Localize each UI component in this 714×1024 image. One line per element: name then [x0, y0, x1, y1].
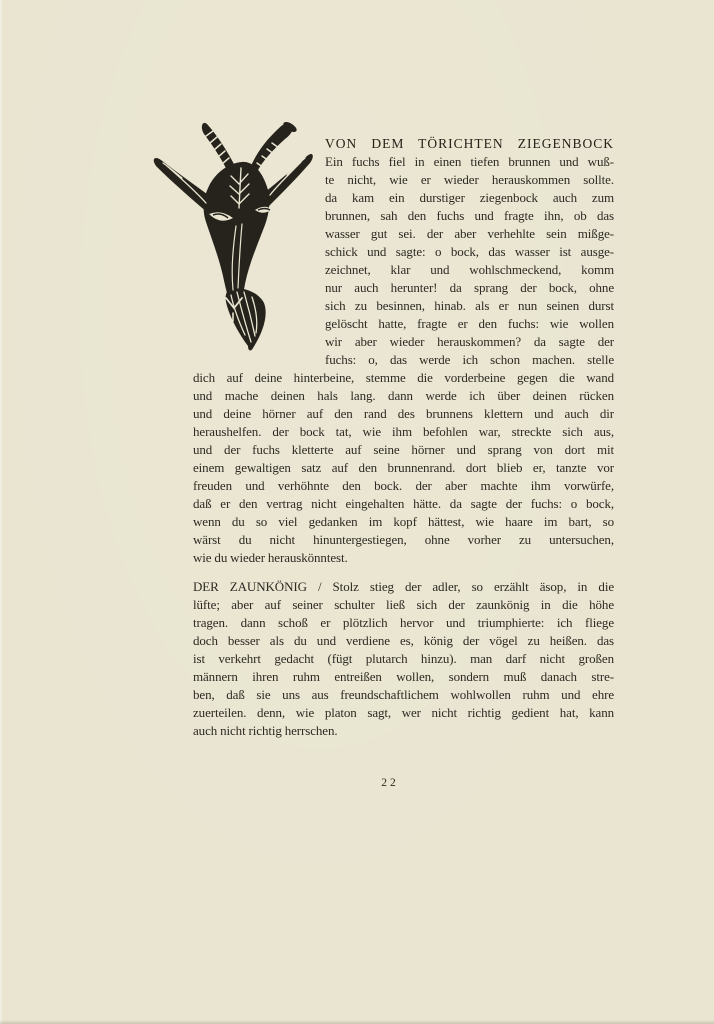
text-line: schick und sagte: o bock, das wasser ist ausge- [325, 244, 614, 259]
text-line: zeichnet, klar und wohlschmeckend, komm [325, 262, 614, 277]
fable-toerichter-ziegenbock [193, 135, 614, 567]
text-line: te nicht, wie er wieder herauskommen sollte. [325, 172, 614, 187]
text-line: lüfte; aber auf seiner schulter ließ sich der zaunkönig in die höhe [193, 597, 614, 612]
text-line: zuerteilen. denn, wie platon sagt, wer nicht richtig gedient hat, kann [193, 705, 614, 720]
fable-title: VON DEM TÖRICHTEN ZIEGENBOCK [325, 136, 614, 151]
text-line: tragen. dann schoß er plötzlich hervor und triumphierte: ich fliege [193, 615, 614, 630]
text-line: männern ihren ruhm entreißen wollen, sondern muß danach stre- [193, 669, 614, 684]
text-line: wasser gut sei. der aber verhehlte sein mißge- [325, 226, 614, 241]
text-line: doch besser als du und verdiene es, könig der vögel zu heißen. das [193, 633, 614, 648]
text-line: nur auch herunter! da sprang der bock, ohne [325, 280, 614, 295]
text-line: gelöscht hatte, fragte er den fuchs: wie wollen [325, 316, 614, 331]
text-line: ist verkehrt gedacht (fügt plutarch hinzu). man darf nicht großen [193, 651, 614, 666]
text-line: daß er den vertrag nicht eingehalten hätte. da sagte der fuchs: o bock, [193, 496, 614, 511]
text-line: wenn du so viel gedanken im kopf hättest, wie haare im bart, so [193, 514, 614, 529]
text-line: und mache deinen hals lang. dann werde ich über deinen rücken [193, 388, 614, 403]
text-line: sich zu besinnen, hinab. als er nun seinen durst [325, 298, 614, 313]
text-line: einem gewaltigen satz auf den brunnenrand. dort blieb er, tanzte vor [193, 460, 614, 475]
text-line: heraushelfen. der bock tat, wie ihm befohlen war, streckte sich aus, [193, 424, 614, 439]
fable-zaunkoenig [193, 578, 614, 740]
text-line: dich auf deine hinterbeine, stemme die vorderbeine gegen die wand [193, 370, 614, 385]
text-line: brunnen, sah den fuchs und fragte ihn, ob das [325, 208, 614, 223]
page-number: 22 [381, 777, 399, 789]
text-line: wie du wieder herauskönntest. [193, 550, 348, 565]
text-line: fuchs: o, das werde ich schon machen. stelle [325, 352, 614, 367]
text-line: da kam ein durstiger ziegenbock auch zum [325, 190, 614, 205]
text-line: freuden und verhöhnte den bock. der aber machte ihm vorwürfe, [193, 478, 614, 493]
text-line: und deine hörner auf den rand des brunnens klettern und auch dir [193, 406, 614, 421]
text-line: und der fuchs kletterte auf seine hörner und sprang von dort mit [193, 442, 614, 457]
text-line: Ein fuchs fiel in einen tiefen brunnen und wuß- [325, 154, 614, 169]
text-line: ben, daß sie uns aus freundschaftlichem wohlwollen ruhm und ehre [193, 687, 614, 702]
text-line: auch nicht richtig herrschen. [193, 723, 338, 738]
text-line: wärst du nicht hinuntergestiegen, ohne vorher zu untersuchen, [193, 532, 614, 547]
text-line: DER ZAUNKÖNIG / Stolz stieg der adler, so erzählt äsop, in die [193, 579, 614, 594]
text-line: wir aber wieder herauskommen? da sagte der [325, 334, 614, 349]
